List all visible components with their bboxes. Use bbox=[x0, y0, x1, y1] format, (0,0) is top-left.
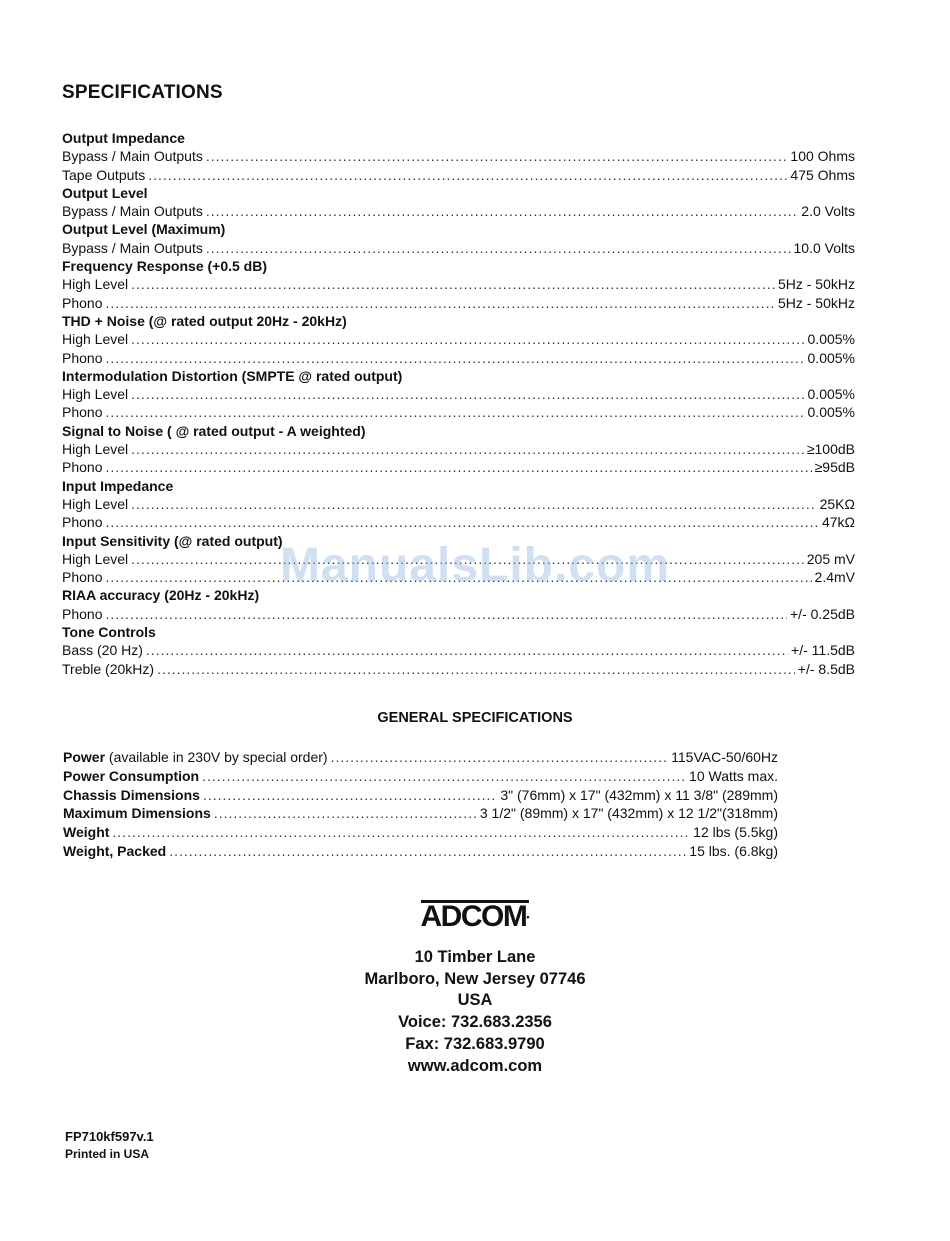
general-spec-row bbox=[63, 748, 778, 767]
section-heading: Output Impedance bbox=[62, 130, 185, 146]
spec-value: 10.0 Volts bbox=[793, 239, 855, 256]
watermark: ManualsLib.com bbox=[279, 539, 671, 592]
dot-leader bbox=[203, 786, 497, 805]
spec-value: 100 Ohms bbox=[790, 148, 855, 165]
general-spec-row bbox=[63, 804, 778, 823]
spec-label: Phono bbox=[62, 514, 103, 531]
section-heading: Signal to Noise ( @ rated output - A weighted) bbox=[62, 422, 366, 439]
section-heading: THD + Noise (@ rated output 20Hz - 20kHz) bbox=[62, 312, 347, 329]
spec-label: Phono bbox=[62, 404, 103, 421]
section-heading: RIAA accuracy (20Hz - 20kHz) bbox=[62, 587, 260, 604]
specifications-list bbox=[62, 129, 855, 678]
dot-leader bbox=[206, 147, 788, 165]
address-web[interactable]: www.adcom.com bbox=[407, 1056, 543, 1075]
spec-row bbox=[62, 568, 855, 586]
dot-leader bbox=[131, 385, 804, 403]
address-country: USA bbox=[457, 991, 493, 1010]
section-heading: Output Level (Maximum) bbox=[62, 221, 226, 238]
address-street: 10 Timber Lane bbox=[414, 948, 536, 966]
general-spec-label-group bbox=[63, 767, 199, 786]
spec-label: High Level bbox=[62, 331, 129, 348]
spec-value: 2.0 Volts bbox=[801, 203, 855, 220]
spec-label: High Level bbox=[62, 276, 129, 293]
logo-container bbox=[0, 900, 950, 931]
dot-leader bbox=[105, 458, 811, 476]
spec-value: 5Hz - 50kHz bbox=[777, 294, 855, 311]
section-heading: Frequency Response (+0.5 dB) bbox=[62, 258, 268, 275]
general-spec-label: Power Consumption bbox=[63, 767, 200, 784]
general-spec-note: (available in 230V by special order) bbox=[108, 749, 328, 765]
general-spec-row bbox=[63, 823, 778, 842]
spec-value: 5Hz - 50kHz bbox=[777, 276, 855, 293]
dot-leader bbox=[105, 403, 804, 421]
general-specifications-list bbox=[63, 748, 778, 861]
spec-value: ≥95dB bbox=[814, 459, 855, 476]
general-spec-label: Weight bbox=[63, 824, 110, 841]
document-code: FP710kf597v.1 bbox=[65, 1129, 154, 1144]
section-heading: Output Level bbox=[62, 184, 148, 201]
spec-value: 0.005% bbox=[807, 386, 855, 403]
spec-row bbox=[62, 275, 855, 293]
spec-label: Phono bbox=[62, 569, 103, 586]
address-city: Marlboro, New Jersey 07746 bbox=[364, 969, 586, 988]
general-spec-value: 3 1/2" (89mm) x 17" (432mm) x 12 1/2"(318mm) bbox=[479, 805, 778, 822]
spec-label: Treble (20kHz) bbox=[62, 660, 155, 677]
spec-value: 0.005% bbox=[807, 331, 855, 348]
spec-label: Bypass / Main Outputs bbox=[62, 203, 203, 220]
page-title: SPECIFICATIONS bbox=[62, 82, 223, 103]
spec-row bbox=[62, 495, 855, 513]
adcom-logo bbox=[421, 900, 530, 931]
spec-value: 475 Ohms bbox=[790, 166, 855, 183]
spec-label: Phono bbox=[62, 605, 103, 622]
spec-value: +/- 8.5dB bbox=[797, 660, 855, 677]
general-spec-row bbox=[63, 767, 778, 786]
section-heading: Input Sensitivity (@ rated output) bbox=[62, 532, 283, 549]
dot-leader bbox=[214, 804, 477, 823]
dot-leader bbox=[157, 660, 795, 678]
spec-row bbox=[62, 440, 855, 458]
spec-label: Bypass / Main Outputs bbox=[62, 239, 203, 256]
spec-row bbox=[62, 513, 855, 531]
general-spec-label-group bbox=[63, 804, 211, 823]
general-spec-label-group bbox=[63, 748, 328, 767]
spec-row bbox=[62, 385, 855, 403]
logo-text: ADCOM bbox=[420, 900, 527, 933]
spec-value: 205 mV bbox=[806, 550, 855, 567]
general-spec-row bbox=[63, 786, 778, 805]
company-address bbox=[0, 947, 950, 1077]
general-spec-label: Power bbox=[63, 749, 106, 765]
spec-value: 2.4mV bbox=[814, 569, 855, 586]
spec-row bbox=[62, 458, 855, 476]
section-heading: Intermodulation Distortion (SMPTE @ rated output) bbox=[62, 367, 403, 384]
registered-mark: • bbox=[526, 912, 530, 922]
spec-label: High Level bbox=[62, 386, 129, 403]
general-spec-label: Chassis Dimensions bbox=[63, 786, 200, 803]
spec-value: +/- 0.25dB bbox=[790, 605, 855, 622]
spec-value: +/- 11.5dB bbox=[791, 642, 855, 659]
section-heading: Tone Controls bbox=[62, 624, 156, 641]
spec-label: Phono bbox=[62, 459, 103, 476]
spec-label: Bypass / Main Outputs bbox=[62, 148, 203, 165]
dot-leader bbox=[131, 275, 775, 293]
spec-label: Bass (20 Hz) bbox=[62, 642, 143, 659]
general-spec-label: Maximum Dimensions bbox=[63, 805, 211, 822]
dot-leader bbox=[105, 349, 804, 367]
dot-leader bbox=[105, 513, 818, 531]
spec-value: 0.005% bbox=[807, 349, 855, 366]
spec-row bbox=[62, 550, 855, 568]
spec-row bbox=[62, 349, 855, 367]
dot-leader bbox=[105, 605, 787, 623]
dot-leader bbox=[202, 767, 686, 786]
dot-leader bbox=[146, 641, 788, 659]
dot-leader bbox=[131, 440, 804, 458]
spec-row bbox=[62, 660, 855, 678]
dot-leader bbox=[131, 330, 804, 348]
general-spec-label-group bbox=[63, 842, 166, 861]
spec-label: High Level bbox=[62, 550, 129, 567]
dot-leader bbox=[112, 823, 690, 842]
address-fax: Fax: 732.683.9790 bbox=[405, 1034, 545, 1053]
spec-label: High Level bbox=[62, 495, 129, 512]
dot-leader bbox=[206, 239, 791, 257]
dot-leader bbox=[131, 495, 816, 513]
section-heading: Input Impedance bbox=[62, 477, 174, 494]
spec-label: Phono bbox=[62, 349, 103, 366]
spec-row bbox=[62, 641, 855, 659]
spec-row bbox=[62, 294, 855, 312]
general-spec-value: 12 lbs (5.5kg) bbox=[693, 824, 778, 841]
spec-row bbox=[62, 147, 855, 165]
spec-value: 25KΩ bbox=[819, 495, 855, 512]
spec-label: Tape Outputs bbox=[62, 166, 146, 183]
dot-leader bbox=[131, 550, 804, 568]
general-spec-label-group bbox=[63, 823, 109, 842]
spec-value: 0.005% bbox=[807, 404, 855, 421]
dot-leader bbox=[105, 294, 774, 312]
spec-row bbox=[62, 239, 855, 257]
spec-row bbox=[62, 330, 855, 348]
spec-value: 47kΩ bbox=[821, 514, 855, 531]
dot-leader bbox=[105, 568, 811, 586]
dot-leader bbox=[148, 166, 787, 184]
general-spec-label: Weight, Packed bbox=[63, 842, 167, 859]
general-spec-row bbox=[63, 842, 778, 861]
spec-label: Phono bbox=[62, 294, 103, 311]
spec-row bbox=[62, 605, 855, 623]
spec-row bbox=[62, 403, 855, 421]
spec-value: ≥100dB bbox=[806, 441, 855, 458]
spec-row bbox=[62, 166, 855, 184]
spec-label: High Level bbox=[62, 441, 129, 458]
general-spec-label-group bbox=[63, 786, 200, 805]
spec-row bbox=[62, 202, 855, 220]
footer bbox=[65, 1128, 154, 1163]
general-spec-value: 10 Watts max. bbox=[689, 767, 778, 784]
general-specifications-title: GENERAL SPECIFICATIONS bbox=[377, 710, 573, 726]
general-spec-value: 115VAC-50/60Hz bbox=[671, 749, 778, 765]
general-spec-value: 3" (76mm) x 17" (432mm) x 11 3/8" (289mm) bbox=[500, 786, 778, 803]
dot-leader bbox=[169, 842, 686, 861]
printed-in: Printed in USA bbox=[65, 1147, 150, 1161]
address-voice: Voice: 732.683.2356 bbox=[398, 1013, 552, 1032]
general-spec-value: 15 lbs. (6.8kg) bbox=[689, 842, 778, 859]
dot-leader bbox=[206, 202, 798, 220]
dot-leader bbox=[331, 748, 669, 767]
